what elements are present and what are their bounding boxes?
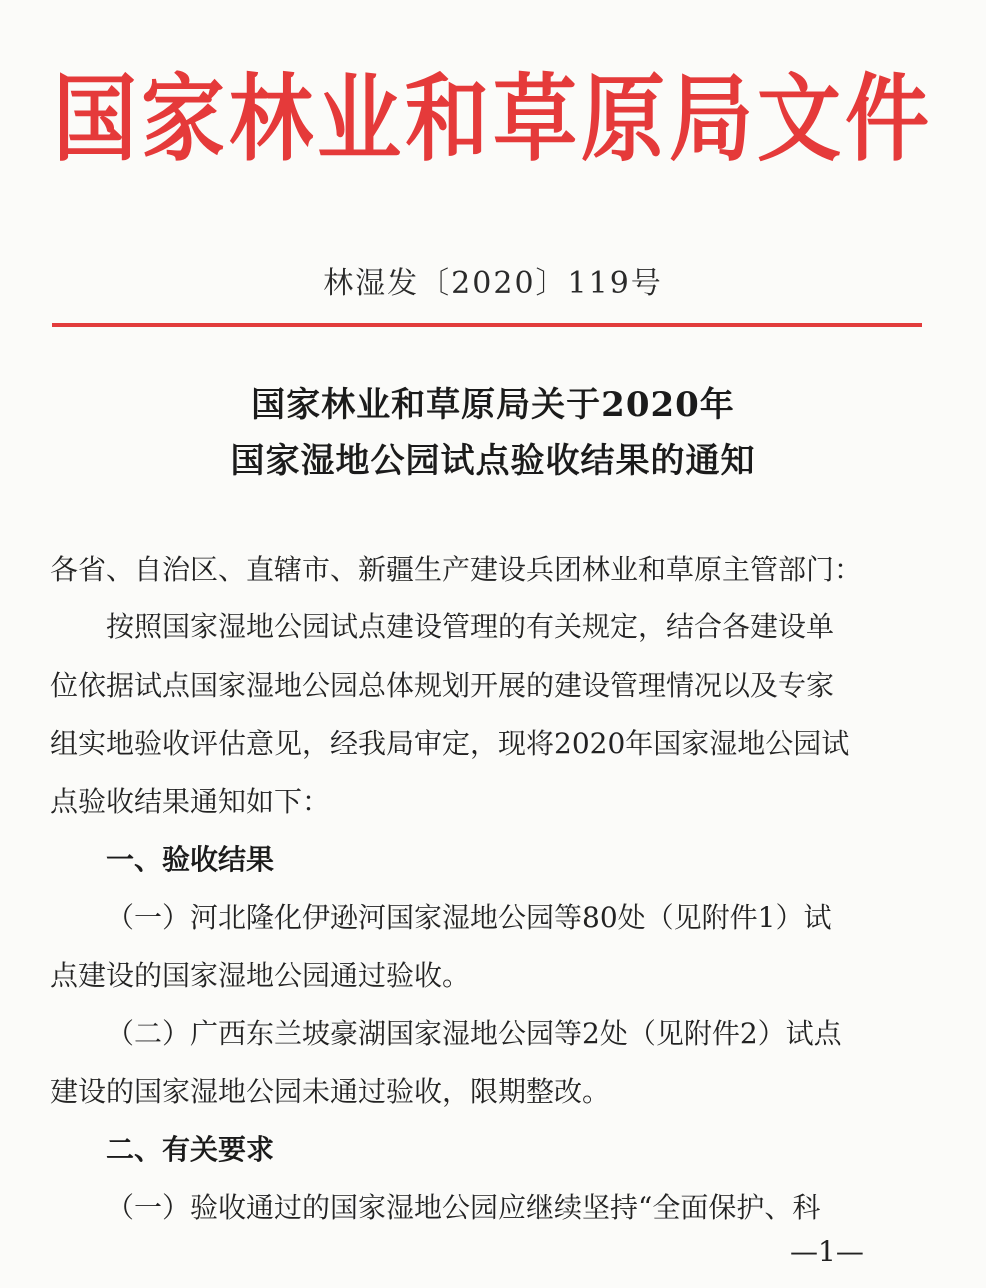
section-heading-requirements: 二、有关要求 <box>106 1133 275 1166</box>
intro-line: 组实地验收评估意见，经我局审定，现将2020年国家湿地公园试 <box>50 727 850 760</box>
page-number: —1— <box>790 1235 864 1268</box>
masthead-title: 国家林业和草原局文件 <box>52 64 933 175</box>
section-heading-acceptance-results: 一、验收结果 <box>106 843 275 876</box>
intro-line: 点验收结果通知如下： <box>50 785 331 818</box>
paragraph-line: （一）河北隆化伊逊河国家湿地公园等80处（见附件1）试 <box>106 901 832 934</box>
intro-line: 位依据试点国家湿地公园总体规划开展的建设管理情况以及专家 <box>50 669 835 702</box>
addressee-line: 各省、自治区、直辖市、新疆生产建设兵团林业和草原主管部门： <box>50 553 863 586</box>
document-number: 林湿发〔2020〕119号 <box>323 266 663 301</box>
red-separator-rule <box>52 323 922 327</box>
paragraph-line: 建设的国家湿地公园未通过验收，限期整改。 <box>50 1075 611 1108</box>
paragraph-line: （一）验收通过的国家湿地公园应继续坚持“全面保护、科 <box>106 1191 821 1224</box>
paragraph-line: （二）广西东兰坡豪湖国家湿地公园等2处（见附件2）试点 <box>106 1017 842 1050</box>
intro-line: 按照国家湿地公园试点建设管理的有关规定，结合各建设单 <box>106 610 835 643</box>
notice-title-line-1: 国家林业和草原局关于2020年 <box>251 385 735 425</box>
notice-title-line-2: 国家湿地公园试点验收结果的通知 <box>230 441 756 481</box>
paragraph-line: 点建设的国家湿地公园通过验收。 <box>50 959 471 992</box>
